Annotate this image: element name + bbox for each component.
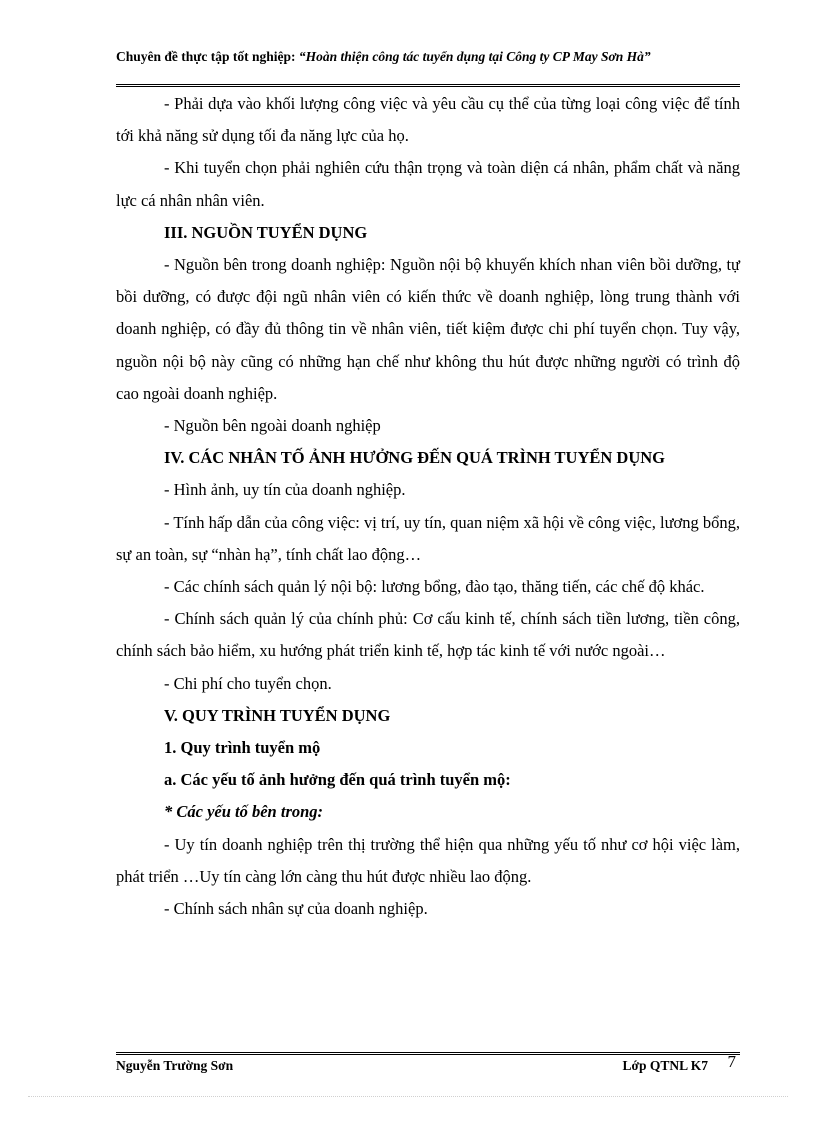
body-paragraph: - Các chính sách quản lý nội bộ: lương bổng, đào tạo, thăng tiến, các chế độ khác. <box>164 577 705 597</box>
page-number: 7 <box>727 1052 736 1071</box>
section-heading-v: V. QUY TRÌNH TUYỂN DỤNG <box>164 705 391 725</box>
header-title: “Hoàn thiện công tác tuyển dụng tại Công ty CP May Sơn Hà” <box>298 49 651 64</box>
section-heading-iv: IV. CÁC NHÂN TỐ ẢNH HƯỞNG ĐẾN QUÁ TRÌNH TUYỂN DỤNG <box>164 448 666 468</box>
body-paragraph: - Chính sách nhân sự của doanh nghiệp. <box>164 899 428 919</box>
body-paragraph: - Phải dựa vào khối lượng công việc và yêu cầu cụ thể của từng loại công việc để tính tới khả năng sử dụng tối đa năng lực của họ. <box>116 94 740 146</box>
subsection-heading: 1. Quy trình tuyển mộ <box>164 738 321 758</box>
italic-subheading: * Các yếu tố bên trong: <box>164 802 324 822</box>
body-paragraph: - Nguồn bên ngoài doanh nghiệp <box>164 416 381 436</box>
header-prefix: Chuyên đề thực tập tốt nghiệp: <box>116 49 299 64</box>
body-paragraph: - Khi tuyển chọn phải nghiên cứu thận trọng và toàn diện cá nhân, phẩm chất và năng lực cá nhân nhân viên. <box>116 158 740 210</box>
body-paragraph: - Tính hấp dẫn của công việc: vị trí, uy tín, quan niệm xã hội về công việc, lương bổng, sự an toàn, sự “nhàn hạ”, tính chất lao động… <box>116 512 740 564</box>
page-header <box>116 48 740 65</box>
footer-author: Nguyễn Trường Sơn <box>116 1058 234 1073</box>
section-heading-iii: III. NGUỒN TUYỂN DỤNG <box>164 222 368 242</box>
page-edge-divider <box>28 1096 788 1097</box>
body-paragraph: - Nguồn bên trong doanh nghiệp: Nguồn nội bộ khuyến khích nhan viên bồi dưỡng, tự bồi dưỡng, có được đội ngũ nhân viên có kiến thức về doanh nghiệp, lòng trung thành với doanh nghiệp, có đầy đủ thông tin về nhân viên, tiết kiệm được chi phí tuyển chọn. Tuy vậy, nguồn nội bộ này cũng có những hạn chế như không thu hút được những người có trình độ cao ngoài doanh nghiệp. <box>116 255 740 403</box>
footer-class: Lớp QTNL K7 <box>622 1058 708 1073</box>
body-paragraph: - Uy tín doanh nghiệp trên thị trường thể hiện qua những yếu tố như cơ hội việc làm, phát triển …Uy tín càng lớn càng thu hút được nhiều lao động. <box>116 834 740 886</box>
header-rule <box>116 84 740 87</box>
body-paragraph: - Chi phí cho tuyển chọn. <box>164 673 332 693</box>
footer-rule <box>116 1052 740 1055</box>
body-paragraph: - Hình ảnh, uy tín của doanh nghiệp. <box>164 480 406 500</box>
body-paragraph: - Chính sách quản lý của chính phủ: Cơ cấu kinh tế, chính sách tiền lương, tiền công, chính sách bảo hiểm, xu hướng phát triển kinh tế, hợp tác kinh tế với nước ngoài… <box>116 609 740 661</box>
document-body <box>116 88 740 925</box>
subsection-heading: a. Các yếu tố ảnh hưởng đến quá trình tuyển mộ: <box>164 770 511 790</box>
